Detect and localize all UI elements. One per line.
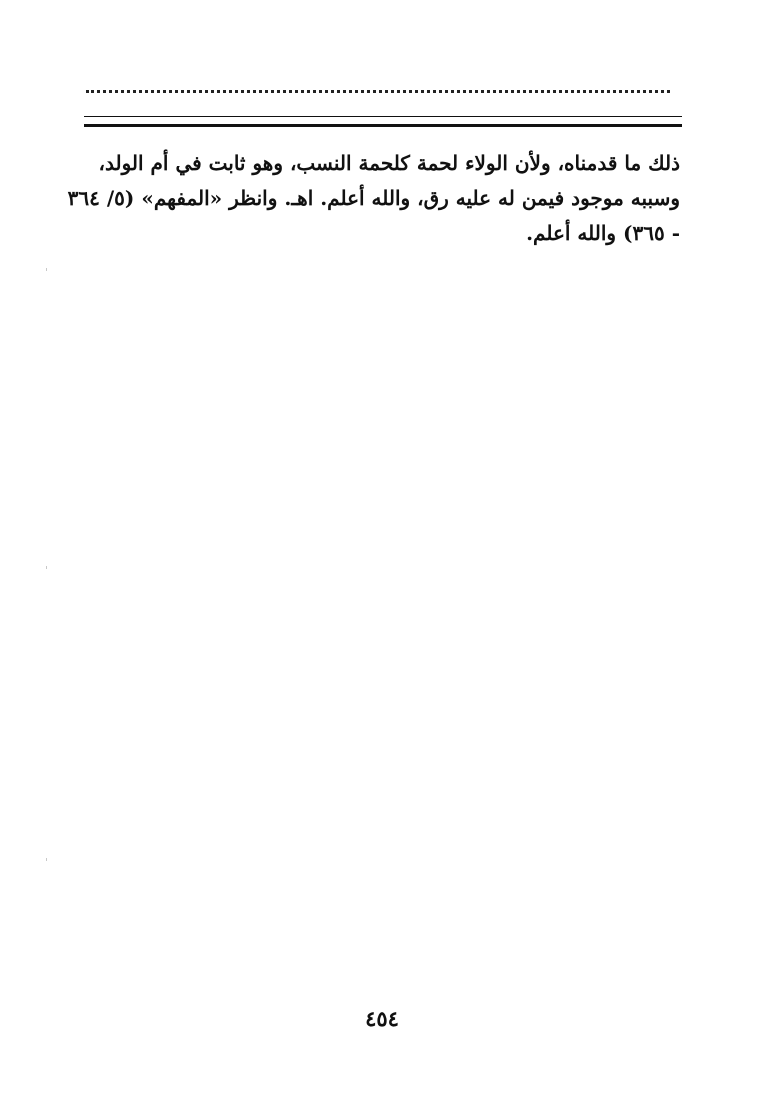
footnote-rule-thin [84,116,682,117]
footnote-line-1: ذلك ما قدمناه، ولأن الولاء لحمة كلحمة النسب، وهو ثابت في أم الولد، [98,151,680,175]
footnote-text [67,146,680,251]
footnote-paragraph [67,146,680,251]
scan-speck [46,566,47,569]
dotted-separator [86,90,670,99]
footnote-line-2: وسببه موجود فيمن له عليه رق، والله أعلم. اهـ. وانظر «المفهم» (٥/ ٣٦٤ [67,186,680,210]
scan-speck [46,268,47,271]
footnote-rule-thick [84,124,682,127]
scan-speck [46,858,47,861]
footnote-line-3: - ٣٦٥) والله أعلم. [526,221,680,245]
page-number: ٤٥٤ [365,1006,399,1031]
